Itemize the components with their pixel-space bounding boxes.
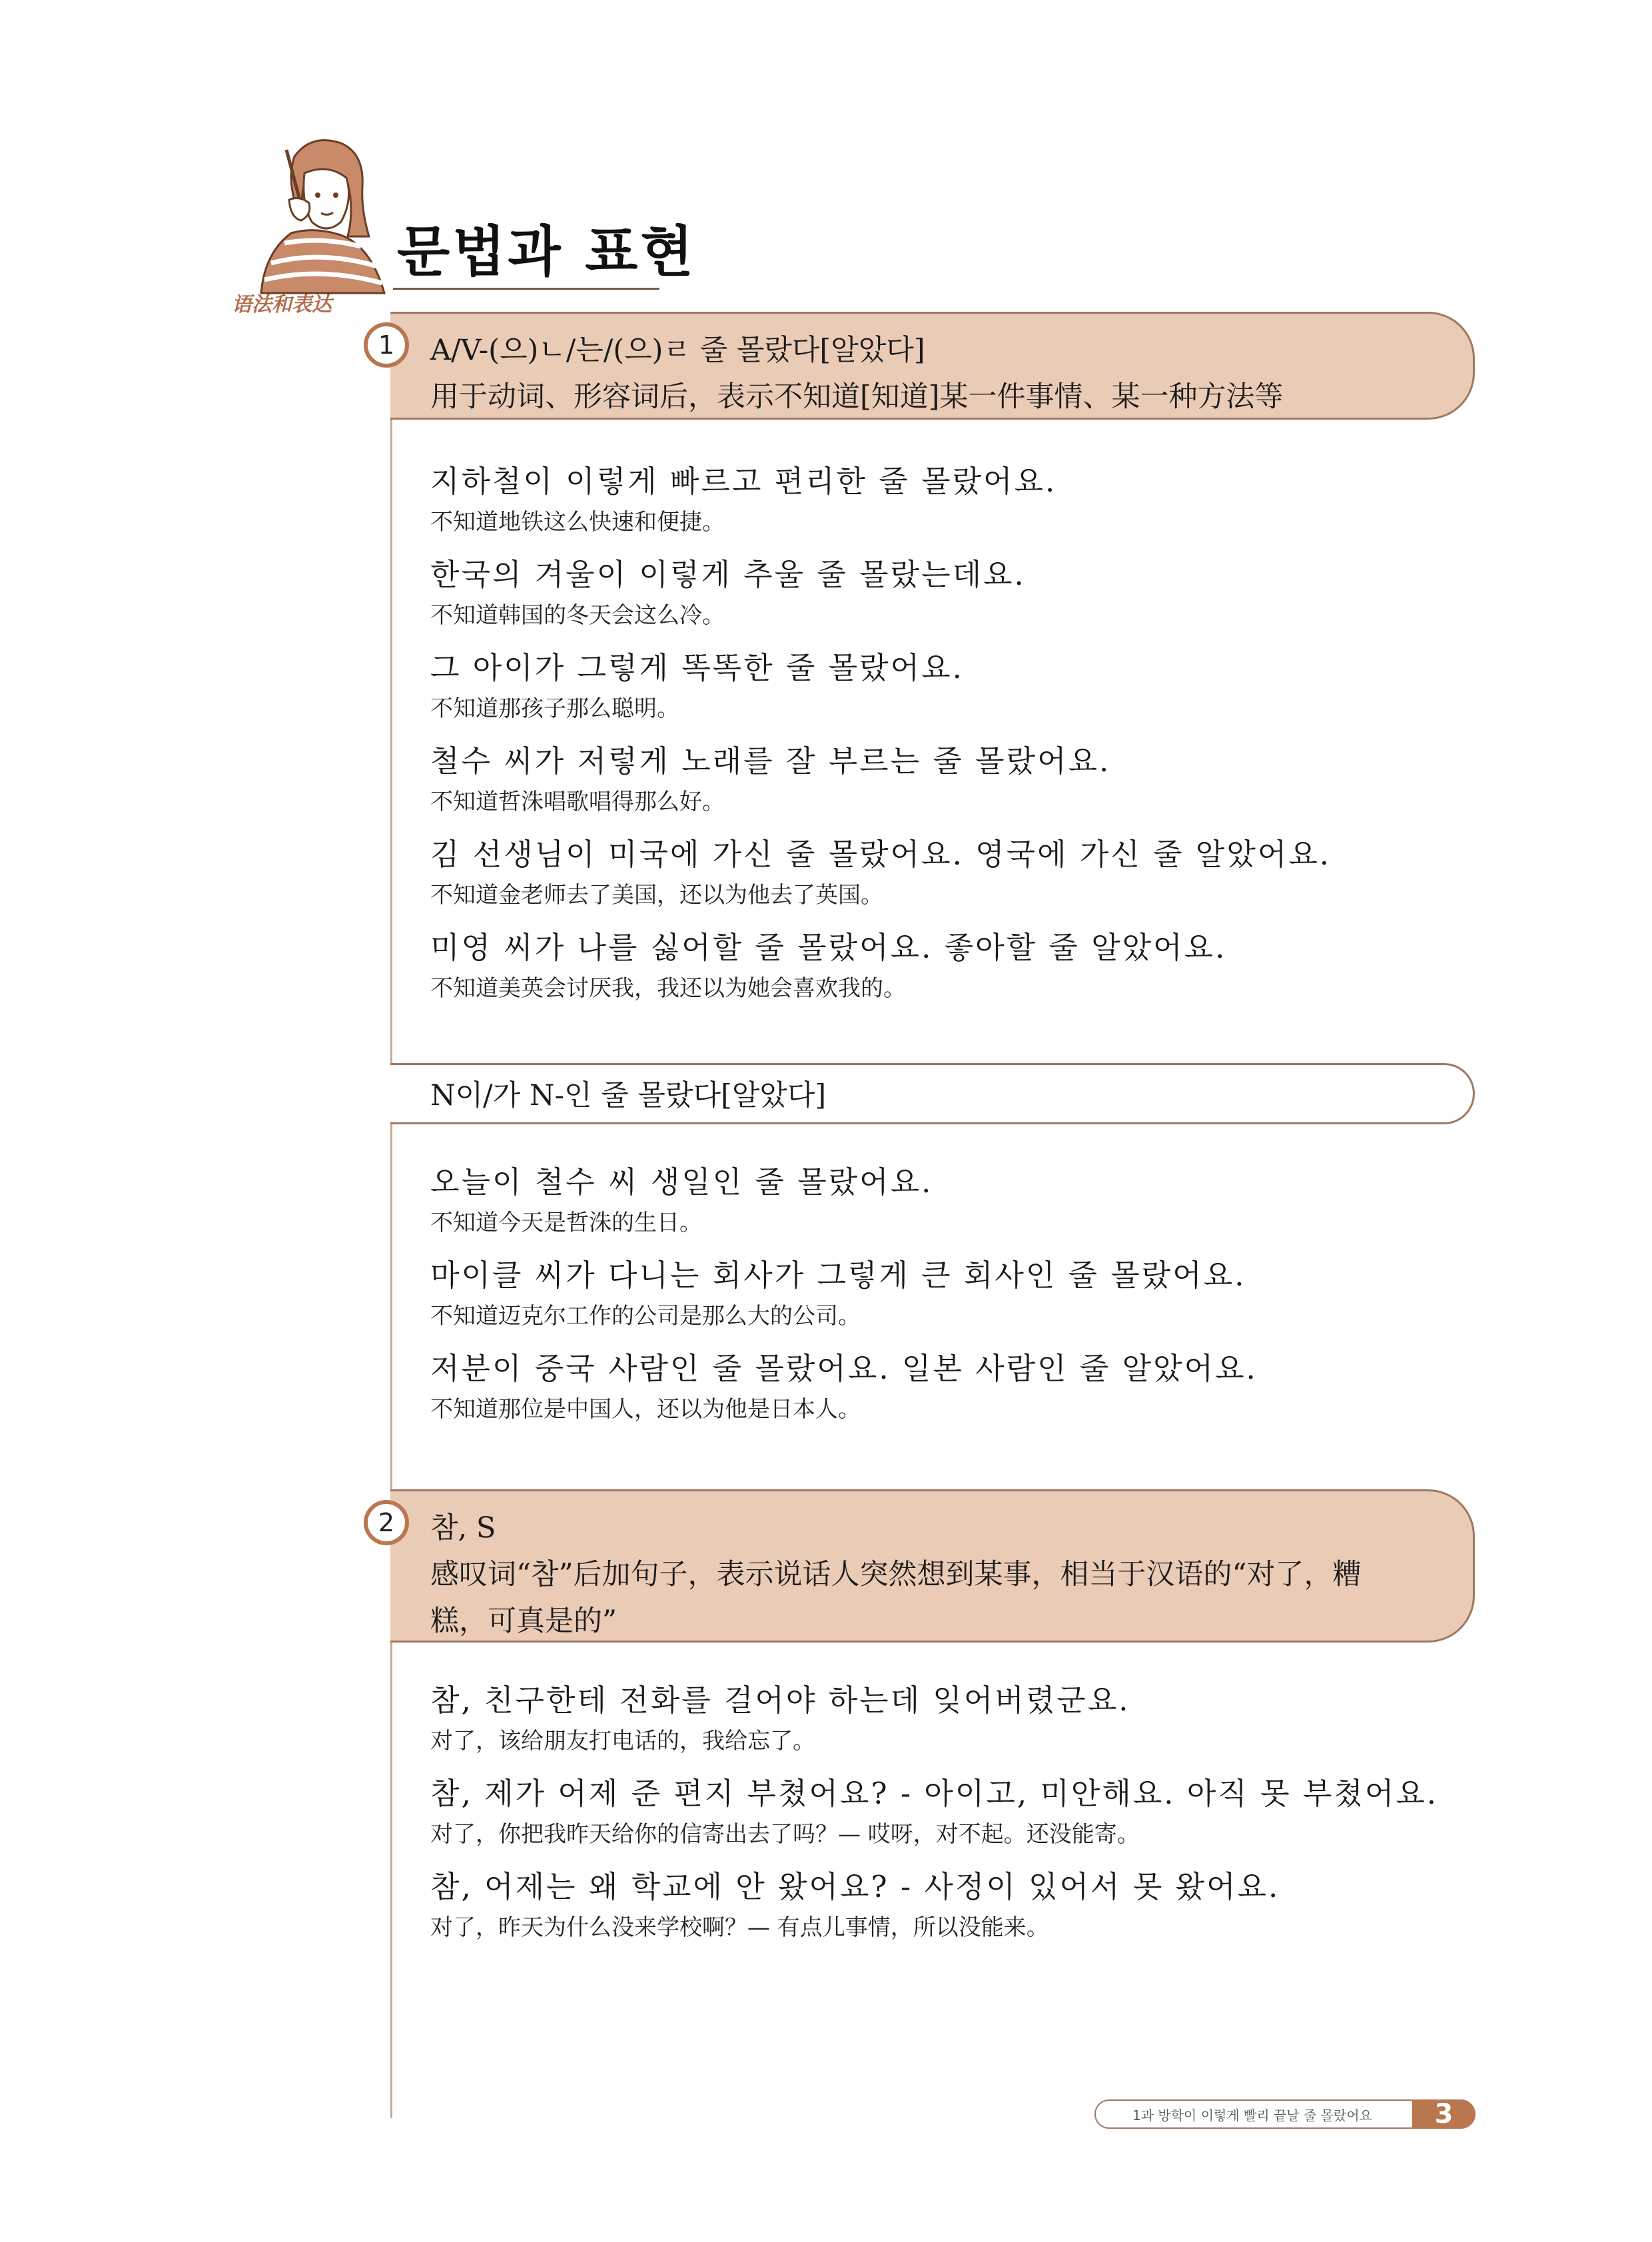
example-item	[430, 1252, 1469, 1333]
example-chinese: 不知道韩国的冬天会这么冷。	[430, 602, 725, 629]
example-list-2	[430, 1677, 1469, 1957]
example-chinese: 不知道金老师去了美国，还以为他去了英国。	[430, 882, 883, 909]
vertical-rule	[390, 313, 392, 2118]
example-chinese: 不知道地铁这么快速和便捷。	[430, 509, 725, 536]
example-list-1	[430, 458, 1469, 1018]
grammar-pattern-2: 참, S	[430, 1511, 496, 1545]
example-chinese: 不知道那孩子那么聪明。	[430, 695, 679, 722]
section-subtitle: 语法和表达	[232, 293, 332, 316]
example-item	[430, 1345, 1469, 1427]
title-underline	[393, 288, 659, 290]
example-item	[430, 645, 1469, 726]
example-korean: 오늘이 철수 씨 생일인 줄 몰랐어요.	[430, 1164, 933, 1200]
grammar-pattern-1: A/V-(으)ㄴ/는/(으)ㄹ 줄 몰랐다[알았다]	[430, 334, 925, 367]
example-korean: 참, 어제는 왜 학교에 안 왔어요? - 사정이 있어서 못 왔어요.	[430, 1869, 1280, 1904]
example-item	[430, 831, 1469, 913]
example-item	[430, 1864, 1469, 1945]
example-korean: 미영 씨가 나를 싫어할 줄 몰랐어요. 좋아할 줄 알았어요.	[430, 930, 1227, 965]
student-illustration	[248, 137, 401, 300]
example-item	[430, 925, 1469, 1006]
example-korean: 저분이 중국 사람인 줄 몰랐어요. 일본 사람인 줄 알았어요.	[430, 1351, 1258, 1386]
grammar-box-2	[378, 1489, 1475, 1643]
grammar-box-1b	[390, 1063, 1475, 1124]
example-item	[430, 552, 1469, 633]
example-item	[430, 1159, 1469, 1240]
example-chinese: 不知道美英会讨厌我，我还以为她会喜欢我的。	[430, 975, 906, 1002]
example-chinese: 对了，该给朋友打电话的，我给忘了。	[430, 1728, 815, 1754]
example-korean: 김 선생님이 미국에 가신 줄 몰랐어요. 영국에 가신 줄 알았어요.	[430, 837, 1332, 872]
example-item	[430, 1677, 1469, 1758]
page-number: 3	[1434, 2099, 1453, 2129]
example-chinese: 不知道那位是中国人，还以为他是日本人。	[430, 1396, 861, 1423]
example-chinese: 对了，昨天为什么没来学校啊？— 有点儿事情，所以没能来。	[430, 1914, 1049, 1941]
grammar-box-1	[378, 312, 1475, 420]
example-chinese: 不知道哲洙唱歌唱得那么好。	[430, 789, 725, 815]
example-korean: 마이클 씨가 다니는 회사가 그렇게 큰 회사인 줄 몰랐어요.	[430, 1258, 1246, 1293]
grammar-number-2: 2	[364, 1500, 409, 1545]
grammar-pattern-1b: N이/가 N-인 줄 몰랐다[알았다]	[430, 1079, 827, 1112]
example-chinese: 对了，你把我昨天给你的信寄出去了吗？— 哎呀，对不起。还没能寄。	[430, 1821, 1140, 1848]
example-chinese: 不知道迈克尔工作的公司是那么大的公司。	[430, 1303, 861, 1329]
example-korean: 그 아이가 그렇게 똑똑한 줄 몰랐어요.	[430, 650, 964, 685]
example-item	[430, 738, 1469, 819]
example-korean: 한국의 겨울이 이렇게 추울 줄 몰랐는데요.	[430, 557, 1026, 592]
example-list-1b	[430, 1159, 1469, 1439]
grammar-description-2a: 感叹词“참”后加句子，表示说话人突然想到某事，相当于汉语的“对了，糟	[430, 1558, 1362, 1591]
section-title: 문법과 표현	[397, 220, 696, 284]
example-chinese: 不知道今天是哲洙的生日。	[430, 1210, 702, 1236]
example-item	[430, 1770, 1469, 1852]
example-korean: 지하철이 이렇게 빠르고 편리한 줄 몰랐어요.	[430, 464, 1057, 499]
example-item	[430, 458, 1469, 540]
footer-lesson-title: 1과 방학이 이렇게 빨리 끝날 줄 몰랐어요	[1132, 2107, 1372, 2123]
grammar-number-1: 1	[364, 322, 409, 368]
example-korean: 철수 씨가 저렇게 노래를 잘 부르는 줄 몰랐어요.	[430, 743, 1111, 779]
grammar-description-1: 用于动词、形容词后，表示不知道[知道]某一件事情、某一种方法等	[430, 380, 1284, 414]
example-korean: 참, 제가 어제 준 편지 부쳤어요? - 아이고, 미안해요. 아직 못 부쳤어요.	[430, 1776, 1439, 1811]
example-korean: 참, 친구한테 전화를 걸어야 하는데 잊어버렸군요.	[430, 1682, 1130, 1718]
grammar-description-2b: 糕，可真是的”	[430, 1605, 617, 1638]
